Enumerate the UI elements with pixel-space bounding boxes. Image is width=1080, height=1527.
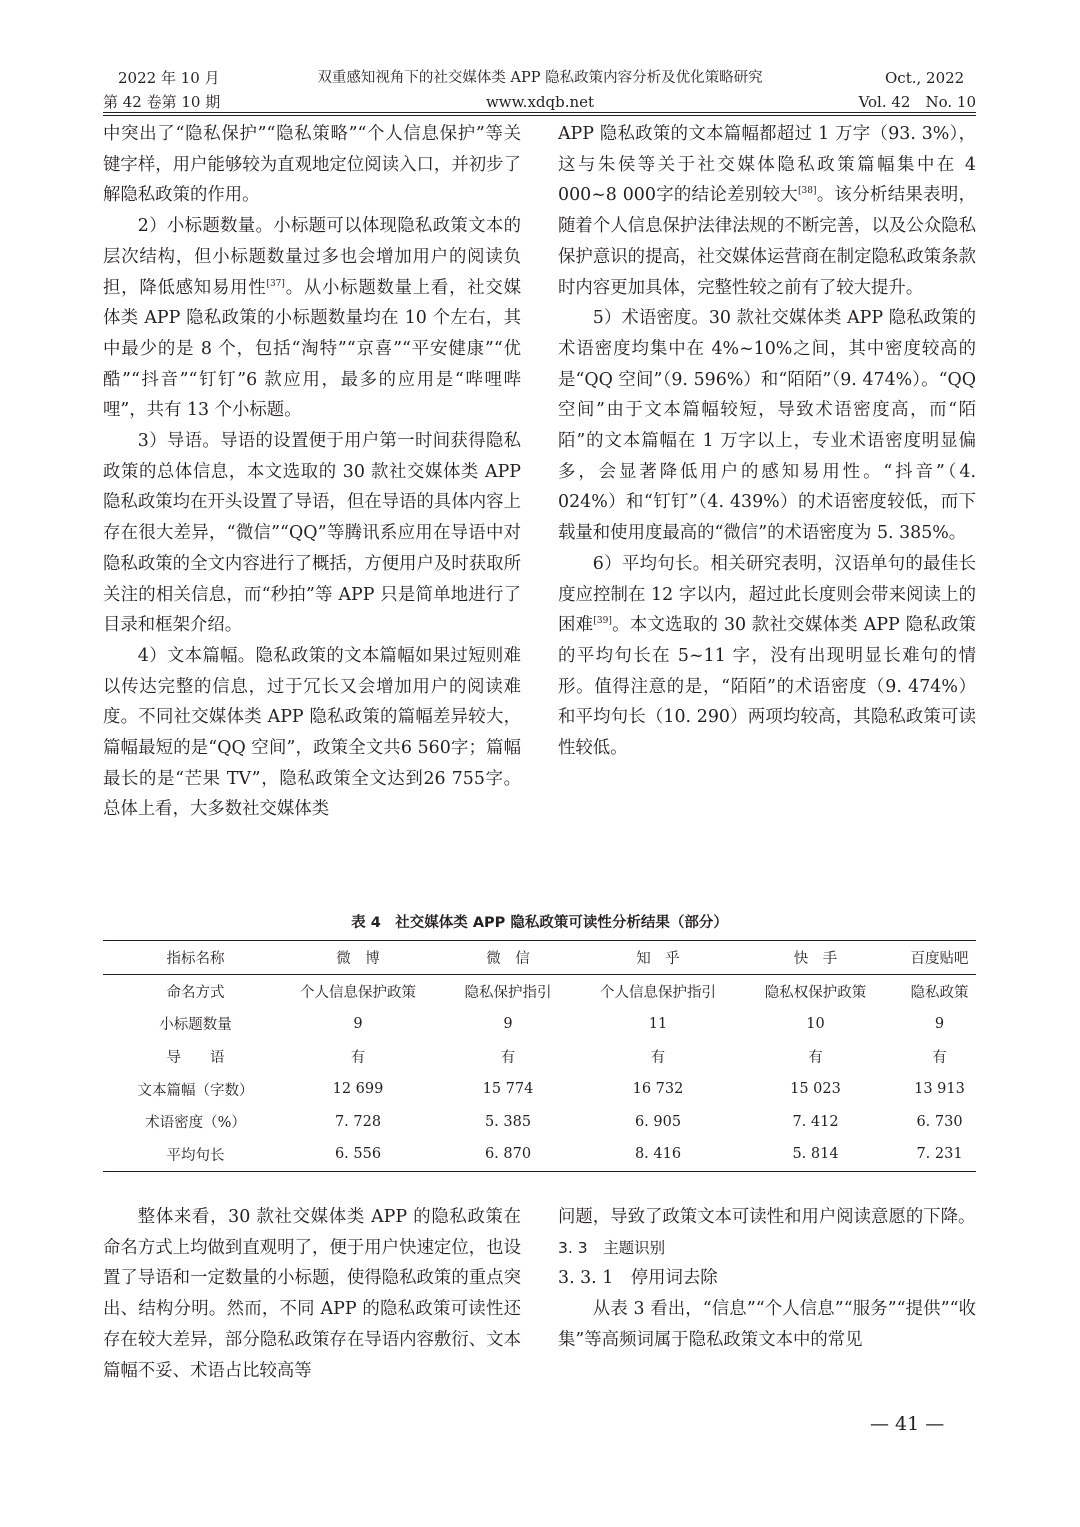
table-cell: 隐私权保护政策 bbox=[764, 984, 867, 1001]
table-cell: 6. 870 bbox=[484, 1146, 532, 1163]
citation: [37] bbox=[266, 278, 285, 289]
column-header: 指标名称 bbox=[166, 950, 225, 967]
table-cell: 个人信息保护政策 bbox=[300, 984, 416, 1001]
header-date-en: Oct., 2022 bbox=[885, 69, 965, 87]
citation: [39] bbox=[593, 616, 612, 627]
table-cell: 5. 385 bbox=[484, 1113, 532, 1130]
page-number: — 41 — bbox=[870, 1413, 945, 1435]
table-cell: 5. 814 bbox=[792, 1146, 839, 1163]
right-column-top bbox=[558, 119, 976, 764]
table-row bbox=[103, 1007, 976, 1040]
table-cell: 隐私保护指引 bbox=[464, 984, 552, 1001]
table-cell: 隐私政策 bbox=[910, 984, 969, 1001]
left-column-bottom bbox=[103, 1202, 521, 1386]
table-cell: 12 699 bbox=[332, 1081, 384, 1098]
paragraph-introduction: 3）导语。导语的设置便于用户第一时间获得隐私政策的总体信息，本文选取的 30 款社交媒体类 APP 隐私政策均在开头设置了导语，但在导语的具体内容上存在很大差异，“微信”“QQ”等腾讯系应用在导语中对隐私政策的全文内容进行了概括，方便用户及时获取所关注的相关信息，而“秒拍”等 APP 只是简单地进行了目录和框架介绍。 bbox=[103, 431, 521, 636]
table-cell: 7. 728 bbox=[334, 1113, 382, 1130]
table-cell: 9 bbox=[503, 1015, 513, 1032]
table-cell: 9 bbox=[934, 1015, 945, 1032]
table-cell: 有 bbox=[350, 1049, 366, 1066]
header-article-title: 双重感知视角下的社交媒体类 APP 隐私政策内容分析及优化策略研究 bbox=[317, 70, 763, 86]
table-cell: 有 bbox=[932, 1049, 947, 1066]
citation: [38] bbox=[798, 186, 817, 197]
section-heading: 3. 3 主题识别 bbox=[558, 1238, 666, 1257]
right-column-bottom bbox=[558, 1202, 976, 1356]
table-cell: 6. 556 bbox=[334, 1146, 382, 1163]
paragraph: APP 隐私政策的文本篇幅都超过 1 万字（93. 3%），这与朱侯等关于社交媒体隐私政策篇幅集中在 4 000~8 000字的结论差别较大[38]。该分析结果表明，随着个人信息保护法律法规的不断完善，以及公众隐私保护意识的提高，社交媒体运营商在制定隐私政策条款时内容更加具体，完整性较之前有了较大提升。 bbox=[558, 124, 976, 298]
row-label: 导 语 bbox=[166, 1049, 225, 1066]
table-row bbox=[103, 1040, 976, 1073]
row-label: 小标题数量 bbox=[159, 1017, 232, 1034]
table-row bbox=[103, 1105, 976, 1138]
column-header: 百度贴吧 bbox=[910, 950, 969, 967]
paragraph-subheading-count: 2）小标题数量。小标题可以体现隐私政策文本的层次结构，但小标题数量过多也会增加用户的阅读负担，降低感知易用性[37]。从小标题数量上看，社交媒体类 APP 隐私政策的小标题数量均在 10 个左右，其中最少的是 8 个，包括“淘特”“京喜”“平安健康”“优酷”“抖音”“钉钉”6 款应用，最多的应用是“哔哩哔哩”，共有 13 个小标题。 bbox=[103, 216, 521, 421]
table-row bbox=[103, 974, 976, 1007]
column-header: 微 博 bbox=[336, 950, 380, 967]
paragraph: 中突出了“隐私保护”“隐私策略”“个人信息保护”等关键字样，用户能够较为直观地定位阅读入口，并初步了解隐私政策的作用。 bbox=[103, 124, 521, 206]
table-cell: 有 bbox=[650, 1049, 666, 1066]
table-header-row bbox=[103, 941, 976, 975]
column-header: 快 手 bbox=[793, 950, 838, 967]
row-label: 文本篇幅（字数） bbox=[137, 1082, 254, 1099]
left-column-top bbox=[103, 119, 521, 825]
paragraph-term-density: 5）术语密度。30 款社交媒体类 APP 隐私政策的术语密度均集中在 4%~10%之间，其中密度较高的是“QQ 空间”（9. 596%）和“陌陌”（9. 474%）。“QQ 空间”由于文本篇幅较短，导致术语密度高，而“陌陌”的文本篇幅在 1 万字以上，专业术语密度明显偏多，会显著降低用户的感知易用性。“抖音”（4. 024%）和“钉钉”（4. 439%）的术语密度较低，而下载量和使用度最高的“微信”的术语密度为 5. 385%。 bbox=[558, 308, 976, 544]
table-cell: 13 913 bbox=[914, 1081, 965, 1098]
column-header: 微 信 bbox=[486, 950, 530, 967]
table-cell: 11 bbox=[648, 1015, 668, 1032]
row-label: 平均句长 bbox=[166, 1147, 225, 1164]
table-cell: 9 bbox=[353, 1015, 363, 1032]
paragraph-sentence-length: 6）平均句长。相关研究表明，汉语单句的最佳长度应控制在 12 字以内，超过此长度则会带来阅读上的困难[39]。本文选取的 30 款社交媒体类 APP 隐私政策的平均句长在 5~11 字，没有出现明显长难句的情形。值得注意的是，“陌陌”的术语密度（9. 474%）和平均句长（10. 290）两项均较高，其隐私政策可读性较低。 bbox=[558, 553, 976, 759]
table-cell: 16 732 bbox=[632, 1081, 684, 1098]
table-cell: 有 bbox=[500, 1049, 516, 1066]
paragraph-text-length: 4）文本篇幅。隐私政策的文本篇幅如果过短则难以传达完整的信息，过于冗长又会增加用户的阅读难度。不同社交媒体类 APP 隐私政策的篇幅差异较大，篇幅最短的是“QQ 空间”，政策全文共6 560字；篇幅最长的是“芒果 TV”，隐私政策全文达到26 755字。总体上看，大多数社交媒体类 bbox=[103, 645, 521, 820]
subsection-heading: 3. 3. 1 停用词去除 bbox=[558, 1268, 718, 1289]
table-cell: 7. 231 bbox=[916, 1146, 963, 1163]
table-cell: 7. 412 bbox=[792, 1113, 839, 1130]
paragraph-stopwords: 从表 3 看出，“信息”“个人信息”“服务”“提供”“收集”等高频词属于隐私政策文本中的常见 bbox=[558, 1299, 976, 1350]
table-cell: 10 bbox=[806, 1015, 825, 1032]
table-cell: 15 023 bbox=[790, 1081, 841, 1098]
table-cell: 8. 416 bbox=[634, 1146, 682, 1163]
table-caption: 表 4 社交媒体类 APP 隐私政策可读性分析结果（部分） bbox=[351, 915, 728, 931]
header-date-cn: 2022 年 10 月 bbox=[118, 69, 220, 87]
table-cell: 6. 905 bbox=[634, 1113, 682, 1130]
table-cell: 有 bbox=[808, 1049, 823, 1066]
table-row bbox=[103, 1138, 976, 1171]
row-label: 术语密度（%） bbox=[145, 1115, 246, 1132]
table-cell: 个人信息保护指引 bbox=[600, 984, 716, 1001]
table-row bbox=[103, 1073, 976, 1106]
header-volume-en: Vol. 42 No. 10 bbox=[858, 93, 976, 111]
paragraph-summary: 整体来看，30 款社交媒体类 APP 的隐私政策在命名方式上均做到直观明了，便于用户快速定位，也设置了导语和一定数量的小标题，使得隐私政策的重点突出、结构分明。然而，不同 APP 的隐私政策可读性还存在较大差异，部分隐私政策存在导语内容敷衍、文本篇幅不妥、术语占比较高等 bbox=[103, 1207, 521, 1381]
readability-table bbox=[103, 940, 976, 1172]
paragraph: 问题，导致了政策文本可读性和用户阅读意愿的下降。 bbox=[558, 1207, 976, 1227]
row-label: 命名方式 bbox=[166, 984, 225, 1001]
column-header: 知 乎 bbox=[636, 950, 680, 967]
table-cell: 15 774 bbox=[482, 1081, 534, 1098]
table-cell: 6. 730 bbox=[916, 1113, 963, 1130]
header-rule bbox=[103, 112, 976, 116]
header-volume-cn: 第 42 卷第 10 期 bbox=[103, 93, 221, 111]
header-url: www.xdqb.net bbox=[485, 93, 595, 111]
